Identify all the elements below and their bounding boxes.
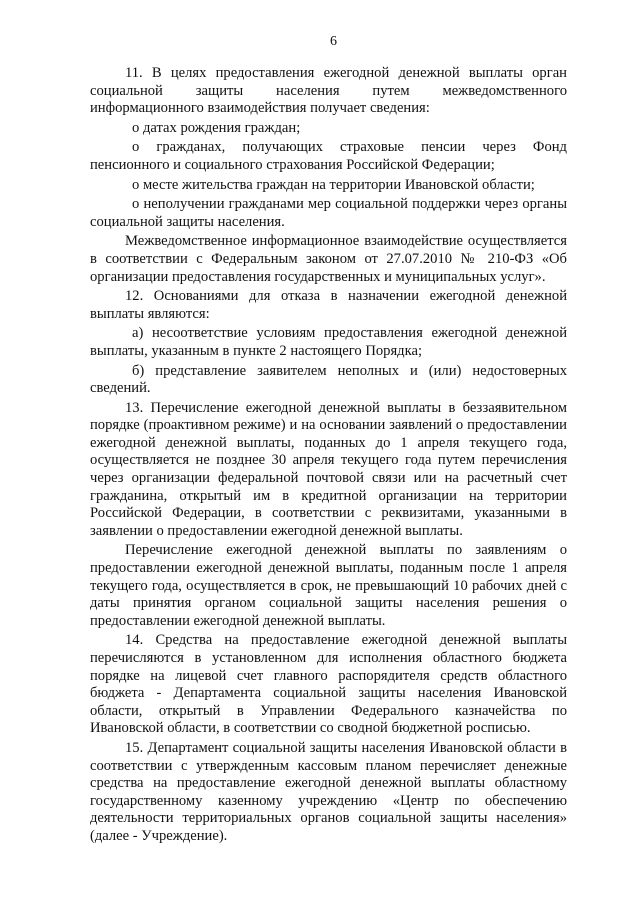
- paragraph-15: 15. Департамент социальной защиты населения Ивановской области в соответствии с утвержденным кассовым планом перечисляет денежные средства на предоставление ежегодной денежной выплаты областному государственному казенному учреждению «Центр по обеспечению деятельности территориальных органов социальной защиты населения» (далее - Учреждение).: [90, 739, 567, 844]
- paragraph-11: 11. В целях предоставления ежегодной денежной выплаты орган социальной защиты населения путем межведомственного информационного взаимодействия получает сведения:: [90, 65, 567, 117]
- list-item-residence: о месте жительства граждан на территории Ивановской области;: [132, 176, 535, 193]
- list-item-pension-recipients: о гражданах, получающих страховые пенсии через Фонд пенсионного и социального страхования Российской Федерации;: [90, 139, 567, 173]
- paragraph-14: 14. Средства на предоставление ежегодной денежной выплаты перечисляются в установленном для исполнения областного бюджета порядке на лицевой счет главного распорядителя средств областного бюджета - Департамента социальной защиты населения Ивановской области, открытый в Управлении Федерального казначейства по Ивановской области, в соответствии со сводной бюджетной росписью.: [90, 632, 567, 737]
- list-item-b: б) представление заявителем неполных и (или) недостоверных сведений.: [90, 362, 567, 397]
- paragraph-interagency: Межведомственное информационное взаимодействие осуществляется в соответствии с Федеральным законом от 27.07.2010 № 210-ФЗ «Об организации предоставления государственных и муниципальных услуг».: [90, 233, 567, 285]
- paragraph-13-transfer: Перечисление ежегодной денежной выплаты по заявлениям о предоставлении ежегодной денежной выплаты, поданным после 1 апреля текущего года, осуществляется в срок, не превышающий 10 рабочих дней с даты принятия органом социальной защиты населения решения о предоставлении ежегодной денежной выплаты.: [90, 542, 567, 629]
- paragraph-12: 12. Основаниями для отказа в назначении ежегодной денежной выплаты являются:: [90, 288, 567, 322]
- list-item-birth-dates: о датах рождения граждан;: [132, 119, 301, 136]
- list-item-a: а) несоответствие условиям предоставления ежегодной денежной выплаты, указанным в пункте 2 настоящего Порядка;: [90, 325, 567, 359]
- list-item-non-receipt: о неполучении гражданами мер социальной поддержки через органы социальной защиты населения.: [90, 196, 567, 230]
- paragraph-13: 13. Перечисление ежегодной денежной выплаты в беззаявительном порядке (проактивном режиме) и на основании заявлений о предоставлении ежегодной денежной выплаты, поданных до 1 апреля текущего года, осуществляется не позднее 30 апреля текущего года путем перечисления через организации федеральной почтовой связи или на расчетный счет гражданина, открытый им в кредитной организации на территории Российской Федерации, в соответствии с реквизитами, указанными в заявлении о предоставлении ежегодной денежной выплаты.: [90, 399, 567, 539]
- page-number: 6: [330, 34, 337, 49]
